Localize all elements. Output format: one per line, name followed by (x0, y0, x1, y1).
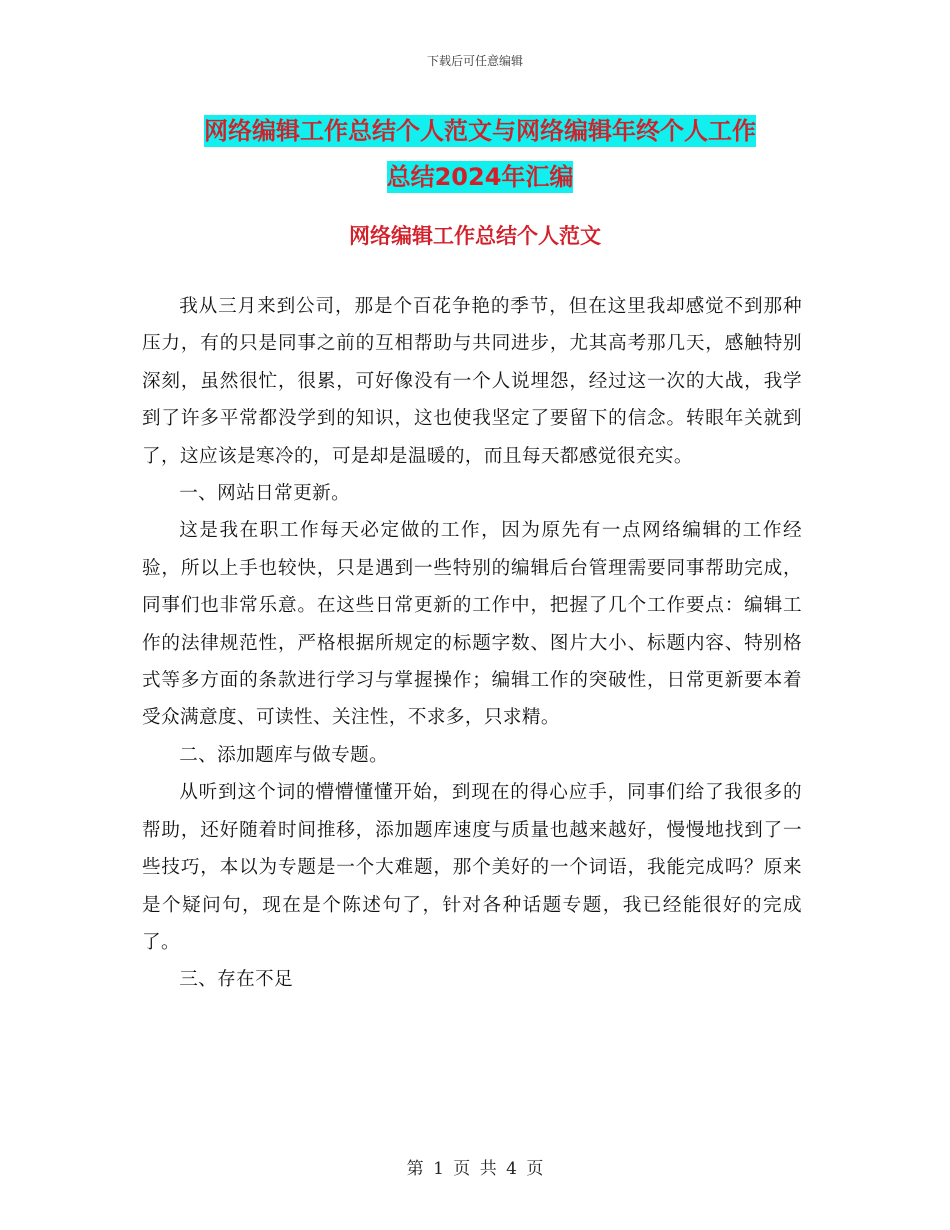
document-title-line-2: 总结2024年汇编 (386, 163, 574, 191)
body-heading: 三、存在不足 (179, 969, 294, 991)
body-paragraph: 我从三月来到公司，那是个百花争艳的季节，但在这里我却感觉不到那种压力，有的只是同事之前的互相帮助与共同进步，尤其高考那几天，感触特别深刻，虽然很忙，很累，可好像没有一个人说埋怨，经过这一次的大战，我学到了许多平常都没学到的知识，这也使我坚定了要留下的信念。转眼年关就到了，这应该是寒冷的，可是却是温暖的，而且每天都感觉很充实。 (142, 296, 802, 467)
section-title: 网络编辑工作总结个人范文 (349, 224, 601, 248)
document-title (150, 108, 810, 200)
page-number-footer: 第 1 页 共 4 页 (406, 1159, 544, 1179)
body-paragraph: 从听到这个词的懵懵懂懂开始，到现在的得心应手，同事们给了我很多的帮助，还好随着时间推移，添加题库速度与质量也越来越好，慢慢地找到了一些技巧，本以为专题是一个大难题，那个美好的一个词语，我能完成吗？原来是个疑问句，现在是个陈述句了，针对各种话题专题，我已经能很好的完成了。 (142, 782, 802, 953)
header-note: 下载后可任意编辑 (426, 54, 523, 68)
body-paragraph: 这是我在职工作每天必定做的工作，因为原先有一点网络编辑的工作经验，所以上手也较快，只是遇到一些特别的编辑后台管理需要同事帮助完成，同事们也非常乐意。在这些日常更新的工作中，把握了几个工作要点：编辑工作的法律规范性，严格根据所规定的标题字数、图片大小、标题内容、特别格式等多方面的条款进行学习与掌握操作；编辑工作的突破性，日常更新要本着受众满意度、可读性、关注性，不求多，只求精。 (142, 520, 802, 729)
document-body (142, 288, 802, 999)
body-heading: 二、添加题库与做专题。 (179, 744, 389, 766)
body-heading: 一、网站日常更新。 (179, 483, 351, 505)
document-title-line-1: 网络编辑工作总结个人范文与网络编辑年终个人工作 (204, 117, 756, 145)
